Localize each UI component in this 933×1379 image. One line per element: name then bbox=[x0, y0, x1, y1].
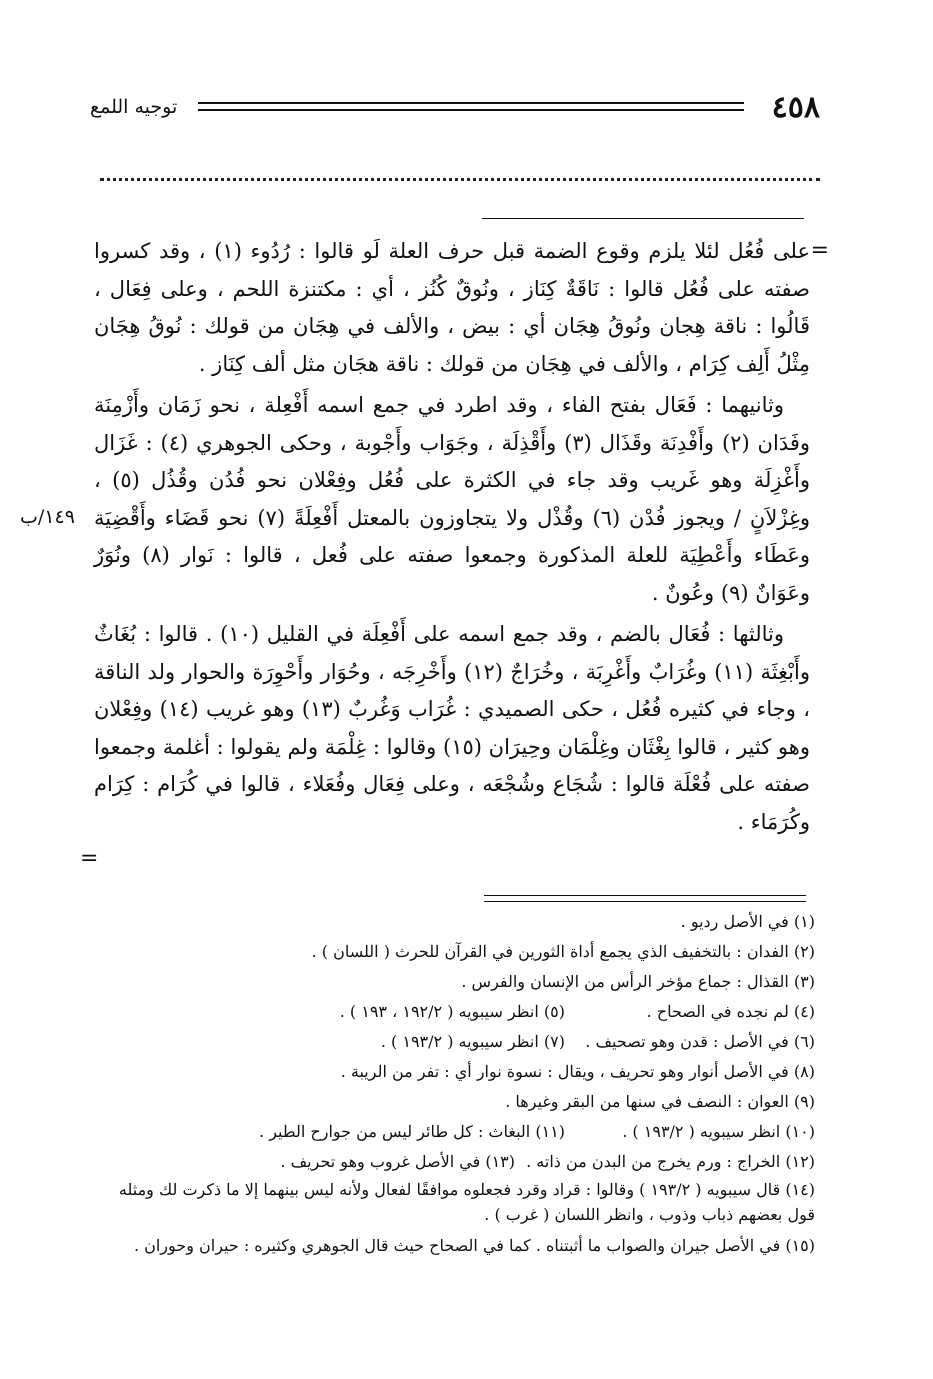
footnote: (١٤) قال سيبويه ( ١٩٣/٢ ) وقالوا : قراد وقرد فجعلوه موافقًا لفعال ولأنه ليس بينهما إلا ما ذكرت لك ومثله قول بعضهم ذباب وذوب ، وانظر اللسان ( غرب ) . bbox=[118, 1180, 815, 1224]
footnotes bbox=[110, 907, 815, 1261]
footnote: (١٥) في الأصل جيران والصواب ما أثبتناه . كما في الصحاح حيث قال الجوهري وكثيره : حيران وحوران . bbox=[133, 1236, 815, 1255]
footnote: (١٣) في الأصل غروب وهو تحريف . bbox=[280, 1152, 515, 1171]
paragraph: وثانيهما : فَعَال بفتح الفاء ، وقد اطرد في جمع اسمه أَفْعِلة ، نحو زَمَان وأَزْمِنَة وفَدَان (٢) وأَفْدِنَة وقَذَال (٣) وأَقْذِلَة ، وجَوَاب وأَجْوبة ، وحكى الجوهري (٤) : غَزَال وأَغْزِلَة وهو غَريب وقد جاء في الكثرة على فُعُل وفِعْلان نحو فُدُن وقُذُل (٥) ، وغِزْلاَنٍ / ويجوز فُدْن (٦) وقُذْل ولا يتجاوزون بالمعتل أَفْعِلَةً (٧) نحو قَضَاء وأَقْضِيَة وعَطَاء وأَعْطِيَة للعلة المذكورة وجمعوا صفته على فُعل ، قالوا : نَوار (٨) ونُوَرٌ وعَوَانٌ (٩) وعُونٌ . bbox=[94, 393, 811, 605]
footnote-pair bbox=[110, 1147, 815, 1177]
running-title: توجيه اللمع bbox=[90, 96, 178, 118]
header-rule bbox=[198, 109, 744, 111]
footnote-rule bbox=[484, 895, 806, 896]
footnote: (٥) انظر سيبويه ( ١٩٢/٢ ، ١٩٣ ) . bbox=[339, 1002, 565, 1021]
footnote-pair bbox=[110, 997, 815, 1027]
dotted-separator bbox=[100, 178, 820, 181]
footnote-rule bbox=[484, 901, 806, 902]
footnote: (١٠) انظر سيبويه ( ١٩٣/٢ ) . bbox=[622, 1122, 815, 1141]
footnote: (١) في الأصل رديو . bbox=[680, 912, 815, 931]
footnote: (٩) العوان : النصف في سنها من البقر وغيرها . bbox=[505, 1092, 815, 1111]
footnote: (٣) القذال : جماع مؤخر الرأس من الإنسان والفرس . bbox=[461, 972, 815, 991]
footnote: (١٢) الخراج : ورم يخرج من البدن من ذاته . bbox=[526, 1152, 815, 1171]
continuation-mark-bottom: = bbox=[80, 846, 99, 871]
footnote: (٨) في الأصل أنوار وهو تحريف ، ويقال : نسوة نوار أي : تفر من الريبة . bbox=[340, 1062, 815, 1081]
margin-folio-note: ١٤٩/ب bbox=[20, 506, 75, 528]
footnote: (٤) لم نجده في الصحاح . bbox=[646, 1002, 815, 1021]
footnote: (١١) البغاث : كل طائر ليس من جوارح الطير . bbox=[259, 1122, 565, 1141]
page-header bbox=[90, 90, 820, 130]
main-text bbox=[94, 233, 810, 845]
continuation-mark-top: = bbox=[810, 238, 829, 263]
paragraph: وثالثها : فُعَال بالضم ، وقد جمع اسمه على أَفْعِلَة في القليل (١٠) . قالوا : بُغَاثٌ وأَبْغِثَة (١١) وغُرَابٌ وأَغْرِبَة ، وخُرَاجٌ (١٢) وأَخْرِجَه ، وحُوَار وأَحْوِرَة والحوار ولد الناقة ، وجاء في كثيره فُعُل ، حكى الصميدي : غُرَاب وَغُربٌ (١٣) وهو غريب (١٤) وفِعْلان وهو كثير ، قالوا بِغْثَان وغِلْمَان وحِيرَان (١٥) وقالوا : غِلْمَة ولم يقولوا : أغلمة وجمعوا صفته على فُعْلَة قالوا : شُجَاع وشُجْعَه ، وعلى فِعَال وفُعَلاء ، قالوا في كُرَام : كِرَام وكُرَمَاء . bbox=[94, 622, 811, 834]
paragraph: على فُعُل لئلا يلزم وقوع الضمة قبل حرف العلة لَو قالوا : رُدُوء (١) ، وقد كسروا صفته على فُعُل قالوا : نَاقَةٌ كِنَاز ، ونُوقٌ كُنُز ، أي : مكتنزة اللحم ، وعلى فِعَال ، قَالُوا : ناقة هِجان ونُوقُ هِجَان أي : بيض ، والألف في هِجَان من قولك : نُوقُ هِجَان مِثْلُ أَلِف كِرَام ، والألف في هِجَان من قولك : ناقة هجَان مثل ألف كِنَاز . bbox=[94, 239, 810, 376]
footnote: (٢) الفدان : بالتخفيف الذي يجمع أداة الثورين في القرآن للحرث ( اللسان ) . bbox=[311, 942, 815, 961]
top-rule bbox=[482, 218, 804, 219]
footnote-pair bbox=[110, 1027, 815, 1057]
footnote: (٧) انظر سيبويه ( ١٩٣/٢ ) . bbox=[380, 1032, 565, 1051]
page-number: ٤٥٨ bbox=[771, 90, 820, 125]
footnote-pair bbox=[110, 1117, 815, 1147]
header-rule bbox=[198, 102, 744, 104]
footnote: (٦) في الأصل : قدن وهو تصحيف . bbox=[585, 1032, 815, 1051]
